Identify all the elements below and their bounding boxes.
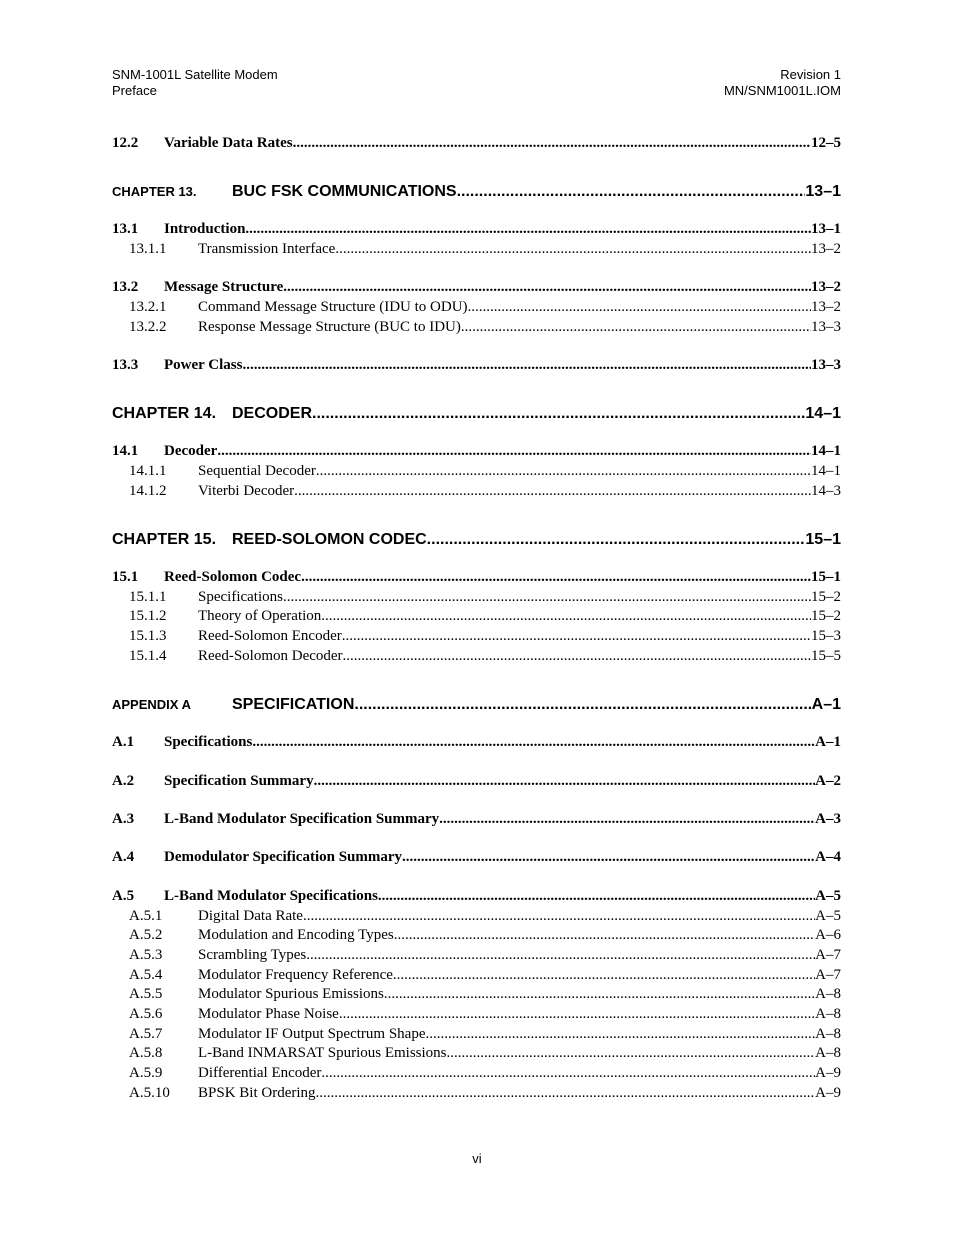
dot-leader (378, 887, 815, 906)
toc-entry-title: Sequential Decoder (198, 463, 316, 479)
toc-entry-number: 14.1.2 (129, 483, 167, 499)
toc-entry-page: 13–2 (811, 241, 841, 257)
revision-label: Revision 1 (780, 67, 841, 82)
dot-leader (245, 220, 811, 239)
toc-entry-chapter[interactable] (112, 695, 841, 715)
dot-leader (314, 772, 816, 791)
toc-entry-page: A–1 (815, 734, 841, 750)
toc-entry-page: A–3 (815, 811, 841, 827)
dot-leader (301, 568, 811, 587)
toc-entry-page: 15–3 (811, 628, 841, 644)
dot-leader (321, 607, 811, 626)
toc-entry-page: 14–1 (805, 405, 841, 422)
toc-entry-number: A.5 (112, 888, 135, 904)
toc-entry-title: L-Band Modulator Specifications (164, 888, 378, 904)
toc-entry-section[interactable] (112, 887, 841, 906)
document-number: MN/SNM1001L.IOM (723, 83, 841, 98)
toc-entry-number: A.5.10 (129, 1085, 170, 1101)
toc-entry-title: Introduction (164, 221, 246, 237)
toc-entry-title: DECODER (232, 405, 313, 422)
toc-entry-title: Variable Data Rates (164, 135, 293, 151)
toc-entry-section[interactable] (112, 220, 841, 239)
toc-entry-sub[interactable] (112, 298, 841, 317)
toc-entry-title: Viterbi Decoder (198, 483, 295, 499)
toc-entry-page: 13–1 (811, 221, 841, 237)
dot-leader (439, 810, 815, 829)
toc-entry-section[interactable] (112, 278, 841, 297)
dot-leader (294, 482, 811, 501)
toc-entry-title: Reed-Solomon Decoder (198, 648, 343, 664)
dot-leader (252, 733, 815, 752)
toc-entry-number: 13.1 (112, 221, 139, 237)
toc-entry-number: APPENDIX A (112, 697, 191, 712)
toc-entry-sub[interactable] (112, 588, 841, 607)
toc-entry-title: Digital Data Rate (198, 908, 303, 924)
toc-entry-number: A.2 (112, 773, 135, 789)
dot-leader (461, 318, 811, 337)
toc-entry-title: Response Message Structure (BUC to IDU) (198, 319, 461, 335)
dot-leader (393, 966, 815, 985)
page-number: vi (472, 1151, 482, 1166)
toc-entry-section[interactable] (112, 848, 841, 867)
toc-entry-page: 15–2 (811, 608, 841, 624)
toc-entry-sub[interactable] (112, 946, 841, 965)
toc-entry-number: 12.2 (112, 135, 139, 151)
toc-entry-title: L-Band INMARSAT Spurious Emissions (198, 1045, 447, 1061)
toc-entry-number: 15.1.2 (129, 608, 167, 624)
toc-entry-number: A.4 (112, 849, 135, 865)
dot-leader (343, 647, 811, 666)
toc-entry-number: A.5.6 (129, 1006, 163, 1022)
toc-entry-chapter[interactable] (112, 404, 841, 424)
toc-entry-title: Scrambling Types (198, 947, 307, 963)
toc-entry-page: A–9 (815, 1085, 841, 1101)
toc-entry-title: Transmission Interface (198, 241, 336, 257)
toc-entry-title: Demodulator Specification Summary (164, 849, 403, 865)
toc-entry-page: A–8 (815, 986, 841, 1002)
toc-entry-page: A–8 (815, 1045, 841, 1061)
toc-entry-page: 13–2 (811, 279, 841, 295)
toc-entry-number: CHAPTER 15. (112, 531, 217, 548)
toc-entry-sub[interactable] (112, 482, 841, 501)
toc-entry-sub[interactable] (112, 318, 841, 337)
dot-leader (316, 1084, 816, 1103)
toc-entry-number: 15.1.4 (129, 648, 167, 664)
toc-entry-number: 13.1.1 (129, 241, 167, 257)
toc-entry-title: BPSK Bit Ordering (198, 1085, 316, 1101)
toc-entry-title: Differential Encoder (198, 1065, 322, 1081)
toc-entry-page: A–7 (815, 947, 841, 963)
toc-entry-page: A–5 (815, 888, 841, 904)
toc-entry-number: A.3 (112, 811, 135, 827)
toc-entry-title: Specifications (164, 734, 253, 750)
toc-entry-page: A–4 (815, 849, 841, 865)
toc-entry-title: Modulator IF Output Spectrum Shape (198, 1026, 426, 1042)
toc-entry-sub[interactable] (112, 240, 841, 259)
toc-entry-title: SPECIFICATION (232, 696, 355, 713)
toc-entry-title: Reed-Solomon Codec (164, 569, 302, 585)
toc-entry-page: A–7 (815, 967, 841, 983)
dot-leader (339, 1005, 815, 1024)
toc-entry-number: A.5.5 (129, 986, 163, 1002)
running-header-right (724, 67, 841, 99)
toc-entry-page: A–5 (815, 908, 841, 924)
dot-leader (283, 278, 811, 297)
toc-entry-number: 14.1 (112, 443, 139, 459)
toc-entry-sub[interactable] (112, 607, 841, 626)
toc-entry-page: 13–2 (811, 299, 841, 315)
toc-entry-sub[interactable] (112, 926, 841, 945)
toc-entry-sub[interactable] (112, 1084, 841, 1103)
toc-entry-number: A.5.9 (129, 1065, 163, 1081)
toc-entry-title: Decoder (164, 443, 218, 459)
toc-entry-section[interactable] (112, 356, 841, 375)
toc-entry-number: 15.1 (112, 569, 139, 585)
toc-entry-section[interactable] (112, 568, 841, 587)
toc-entry-number: 13.2.2 (129, 319, 167, 335)
toc-entry-sub[interactable] (112, 1044, 841, 1063)
document-section: Preface (112, 83, 157, 98)
toc-entry-sub[interactable] (112, 462, 841, 481)
dot-leader (342, 627, 811, 646)
toc-entry-title: L-Band Modulator Specification Summary (164, 811, 440, 827)
toc-entry-page: 13–1 (805, 183, 841, 200)
dot-leader (335, 240, 811, 259)
toc-entry-page: A–9 (815, 1065, 841, 1081)
toc-entry-page: 14–1 (811, 443, 841, 459)
toc-entry-title: Power Class (164, 357, 243, 373)
document-title: SNM-1001L Satellite Modem (112, 67, 278, 82)
toc-entry-chapter[interactable] (112, 182, 841, 202)
toc-entry-chapter[interactable] (112, 530, 841, 550)
toc-entry-sub[interactable] (112, 1025, 841, 1044)
toc-entry-page: 14–1 (811, 463, 841, 479)
toc-entry-title: Modulator Phase Noise (198, 1006, 339, 1022)
dot-leader (394, 926, 815, 945)
toc-entry-title: Modulator Frequency Reference (198, 967, 393, 983)
toc-entry-page: A–2 (815, 773, 841, 789)
toc-entry-title: BUC FSK COMMUNICATIONS (232, 183, 457, 200)
toc-entry-title: Modulation and Encoding Types (198, 927, 394, 943)
toc-entry-section[interactable] (112, 772, 841, 791)
toc-entry-number: A.5.7 (129, 1026, 163, 1042)
dot-leader (303, 907, 815, 926)
toc-entry-page: A–8 (815, 1026, 841, 1042)
toc-entry-title: Message Structure (164, 279, 284, 295)
toc-entry-page: 13–3 (811, 357, 841, 373)
dot-leader (283, 588, 811, 607)
toc-entry-page: 15–5 (811, 648, 841, 664)
dot-leader (321, 1064, 815, 1083)
toc-entry-page: 15–2 (811, 589, 841, 605)
dot-leader (354, 695, 811, 715)
toc-entry-sub[interactable] (112, 985, 841, 1004)
dot-leader (217, 442, 811, 461)
toc-entry-number: A.1 (112, 734, 135, 750)
toc-entry-page: A–6 (815, 927, 841, 943)
toc-entry-title: Reed-Solomon Encoder (198, 628, 342, 644)
dot-leader (427, 530, 806, 550)
toc-entry-section[interactable] (112, 134, 841, 153)
toc-entry-title: Modulator Spurious Emissions (198, 986, 384, 1002)
toc-entry-sub[interactable] (112, 627, 841, 646)
toc-entry-number: 13.2.1 (129, 299, 167, 315)
toc-entry-number: A.5.2 (129, 927, 163, 943)
toc-entry-number: 14.1.1 (129, 463, 167, 479)
toc-entry-sub[interactable] (112, 907, 841, 926)
dot-leader (384, 985, 815, 1004)
running-header-left (112, 67, 278, 99)
dot-leader (447, 1044, 816, 1063)
toc-entry-title: Theory of Operation (198, 608, 322, 624)
toc-entry-number: A.5.1 (129, 908, 163, 924)
toc-entry-number: 13.2 (112, 279, 139, 295)
toc-entry-sub[interactable] (112, 1005, 841, 1024)
dot-leader (312, 404, 805, 424)
toc-entry-number: A.5.3 (129, 947, 163, 963)
toc-entry-sub[interactable] (112, 1064, 841, 1083)
toc-entry-number: 15.1.3 (129, 628, 167, 644)
toc-entry-title: REED-SOLOMON CODEC (232, 531, 427, 548)
toc-entry-page: 15–1 (805, 531, 841, 548)
toc-entry-page: 15–1 (811, 569, 841, 585)
toc-entry-number: CHAPTER 14. (112, 405, 217, 422)
toc-entry-number: A.5.8 (129, 1045, 163, 1061)
toc-entry-number: A.5.4 (129, 967, 163, 983)
toc-entry-section[interactable] (112, 733, 841, 752)
toc-entry-page: 12–5 (811, 135, 841, 151)
toc-entry-title: Specifications (198, 589, 283, 605)
toc-entry-page: 14–3 (811, 483, 841, 499)
toc-entry-number: 15.1.1 (129, 589, 167, 605)
dot-leader (316, 462, 811, 481)
dot-leader (457, 182, 806, 202)
dot-leader (293, 134, 811, 153)
toc-entry-number: 13.3 (112, 357, 139, 373)
toc-entry-number: CHAPTER 13. (112, 184, 197, 199)
toc-entry-page: A–1 (811, 696, 841, 713)
toc-entry-sub[interactable] (112, 966, 841, 985)
toc-entry-page: 13–3 (811, 319, 841, 335)
toc-entry-title: Command Message Structure (IDU to ODU) (198, 299, 468, 315)
toc-entry-section[interactable] (112, 442, 841, 461)
toc-entry-title: Specification Summary (164, 773, 314, 789)
dot-leader (468, 298, 811, 317)
dot-leader (425, 1025, 815, 1044)
dot-leader (402, 848, 815, 867)
dot-leader (242, 356, 811, 375)
dot-leader (306, 946, 815, 965)
toc-entry-page: A–8 (815, 1006, 841, 1022)
toc-entry-sub[interactable] (112, 647, 841, 666)
toc-entry-section[interactable] (112, 810, 841, 829)
